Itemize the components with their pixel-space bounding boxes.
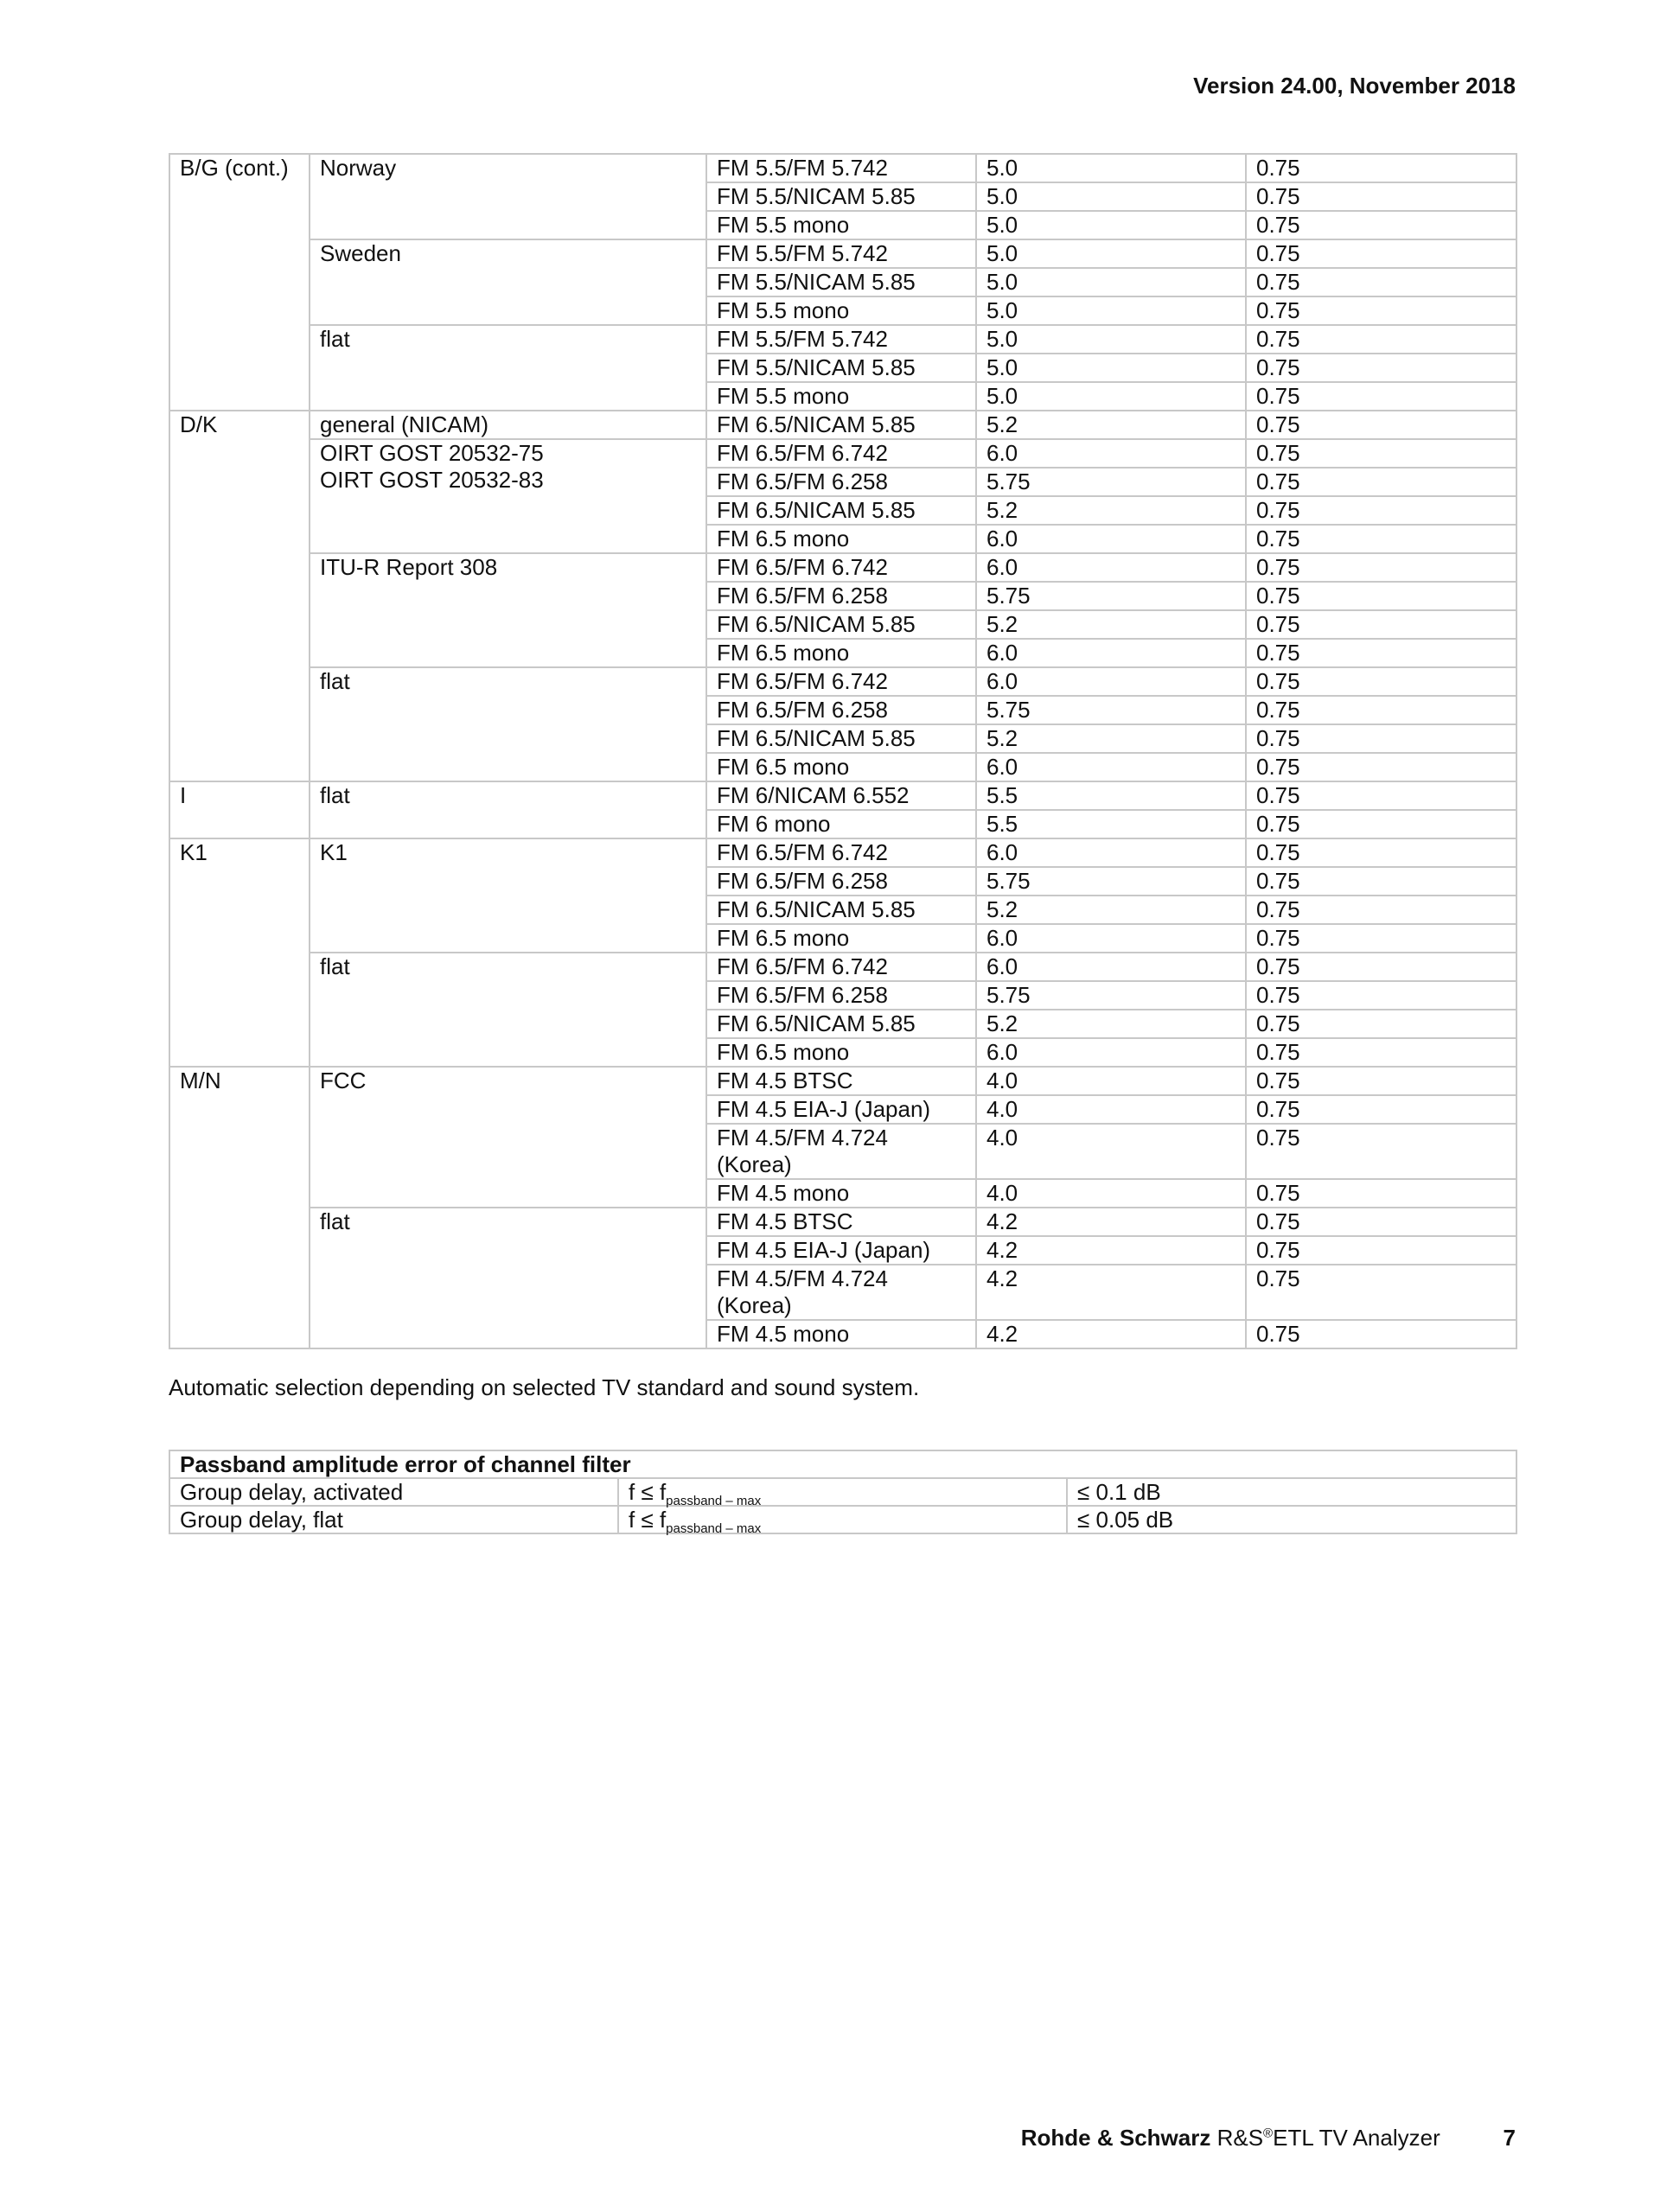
value-cell: 5.2 xyxy=(976,724,1246,753)
sound-variant-cell: ITU-R Report 308 xyxy=(310,553,706,667)
value-cell: 5.75 xyxy=(976,696,1246,724)
tv-standard-cell: D/K xyxy=(169,411,310,781)
sound-variant-cell: flat xyxy=(310,667,706,781)
sound-system-cell: FM 6.5 mono xyxy=(706,924,976,953)
value-cell: 5.0 xyxy=(976,296,1246,325)
sound-variant-cell: flat xyxy=(310,325,706,411)
value-cell: 4.2 xyxy=(976,1236,1246,1265)
sound-variant-cell: flat xyxy=(310,1208,706,1348)
sound-system-cell: FM 6.5/FM 6.742 xyxy=(706,439,976,468)
sound-system-cell: FM 5.5/FM 5.742 xyxy=(706,154,976,182)
value-cell: 0.75 xyxy=(1246,1067,1516,1095)
value-cell: 0.75 xyxy=(1246,582,1516,610)
value-cell: 0.75 xyxy=(1246,496,1516,525)
sound-system-cell: FM 5.5/NICAM 5.85 xyxy=(706,268,976,296)
value-cell: 5.75 xyxy=(976,582,1246,610)
value-cell: 5.75 xyxy=(976,867,1246,896)
value-cell: 0.75 xyxy=(1246,610,1516,639)
sound-system-cell: FM 6.5/NICAM 5.85 xyxy=(706,1010,976,1038)
passband-header-row xyxy=(169,1450,1516,1478)
value-cell: 4.0 xyxy=(976,1179,1246,1208)
sound-system-cell: FM 5.5 mono xyxy=(706,382,976,411)
table-row xyxy=(169,781,1516,810)
value-cell: 0.75 xyxy=(1246,239,1516,268)
table-row xyxy=(169,325,1516,354)
value-cell: 5.0 xyxy=(976,182,1246,211)
sound-system-cell: FM 4.5 EIA-J (Japan) xyxy=(706,1095,976,1124)
table-row xyxy=(169,838,1516,867)
value-cell: 0.75 xyxy=(1246,724,1516,753)
table-row xyxy=(169,1506,1516,1533)
table-row xyxy=(169,667,1516,696)
value-cell: 0.75 xyxy=(1246,639,1516,667)
value-cell: 6.0 xyxy=(976,924,1246,953)
value-cell: 5.75 xyxy=(976,468,1246,496)
sound-system-cell: FM 6.5 mono xyxy=(706,1038,976,1067)
sound-system-cell: FM 6.5/FM 6.742 xyxy=(706,953,976,981)
sound-system-cell: FM 4.5 EIA-J (Japan) xyxy=(706,1236,976,1265)
passband-title: Passband amplitude error of channel filter xyxy=(169,1450,1516,1478)
value-cell: 0.75 xyxy=(1246,439,1516,468)
value-cell: 4.2 xyxy=(976,1208,1246,1236)
passband-table xyxy=(169,1450,1517,1534)
sound-variant-cell: flat xyxy=(310,781,706,838)
sound-system-cell: FM 6.5/NICAM 5.85 xyxy=(706,896,976,924)
value-cell: 0.75 xyxy=(1246,468,1516,496)
tv-standard-cell: M/N xyxy=(169,1067,310,1348)
value-cell: 5.2 xyxy=(976,610,1246,639)
sound-system-cell: FM 6.5/FM 6.742 xyxy=(706,667,976,696)
value-cell: 0.75 xyxy=(1246,696,1516,724)
tv-standard-cell: B/G (cont.) xyxy=(169,154,310,411)
table-row xyxy=(169,439,1516,468)
value-cell: 6.0 xyxy=(976,525,1246,553)
value-cell: 0.75 xyxy=(1246,211,1516,239)
page-footer xyxy=(0,2125,1516,2151)
value-cell: 0.75 xyxy=(1246,553,1516,582)
value-cell: 6.0 xyxy=(976,953,1246,981)
value-cell: 5.5 xyxy=(976,810,1246,838)
row-label: Group delay, activated xyxy=(169,1478,618,1506)
value-cell: 5.0 xyxy=(976,154,1246,182)
value-cell: 5.75 xyxy=(976,981,1246,1010)
footer-product: R&S®ETL TV Analyzer xyxy=(1216,2125,1440,2151)
sound-system-cell: FM 6.5/NICAM 5.85 xyxy=(706,610,976,639)
sound-system-cell: FM 6.5/FM 6.258 xyxy=(706,867,976,896)
table-row xyxy=(169,239,1516,268)
footer-company: Rohde & Schwarz xyxy=(1020,2125,1211,2151)
value-cell: 4.0 xyxy=(976,1124,1246,1179)
sound-system-cell: FM 6.5/FM 6.258 xyxy=(706,468,976,496)
value-cell: 5.0 xyxy=(976,239,1246,268)
row-condition: $f \le f_{passband - max}$ xyxy=(618,1506,1067,1533)
sound-variant-cell: K1 xyxy=(310,838,706,953)
page-content xyxy=(169,153,1516,1534)
table-row xyxy=(169,953,1516,981)
value-cell: 0.75 xyxy=(1246,1038,1516,1067)
value-cell: 0.75 xyxy=(1246,924,1516,953)
value-cell: 0.75 xyxy=(1246,981,1516,1010)
sound-system-cell: FM 6.5/FM 6.742 xyxy=(706,838,976,867)
value-cell: 0.75 xyxy=(1246,896,1516,924)
value-cell: 0.75 xyxy=(1246,781,1516,810)
value-cell: 0.75 xyxy=(1246,411,1516,439)
value-cell: 5.0 xyxy=(976,382,1246,411)
value-cell: 0.75 xyxy=(1246,1179,1516,1208)
value-cell: 4.0 xyxy=(976,1067,1246,1095)
sound-variant-cell: Sweden xyxy=(310,239,706,325)
value-cell: 5.0 xyxy=(976,325,1246,354)
value-cell: 0.75 xyxy=(1246,354,1516,382)
value-cell: 0.75 xyxy=(1246,753,1516,781)
sound-system-table xyxy=(169,153,1517,1349)
sound-system-cell: FM 5.5/NICAM 5.85 xyxy=(706,354,976,382)
sound-system-cell: FM 4.5/FM 4.724 (Korea) xyxy=(706,1124,976,1179)
row-condition: $f \le f_{passband - max}$ xyxy=(618,1478,1067,1506)
sound-system-cell: FM 6/NICAM 6.552 xyxy=(706,781,976,810)
sound-system-cell: FM 5.5 mono xyxy=(706,296,976,325)
table-row xyxy=(169,1067,1516,1095)
sound-system-cell: FM 6.5 mono xyxy=(706,525,976,553)
sound-system-cell: FM 4.5 BTSC xyxy=(706,1208,976,1236)
row-value: ≤ 0.05 dB xyxy=(1067,1506,1516,1533)
value-cell: 4.0 xyxy=(976,1095,1246,1124)
value-cell: 0.75 xyxy=(1246,867,1516,896)
table-row xyxy=(169,1208,1516,1236)
sound-variant-cell: flat xyxy=(310,953,706,1067)
sound-system-cell: FM 4.5 mono xyxy=(706,1320,976,1348)
value-cell: 0.75 xyxy=(1246,268,1516,296)
value-cell: 4.2 xyxy=(976,1265,1246,1320)
value-cell: 4.2 xyxy=(976,1320,1246,1348)
value-cell: 6.0 xyxy=(976,1038,1246,1067)
value-cell: 0.75 xyxy=(1246,1236,1516,1265)
value-cell: 5.0 xyxy=(976,268,1246,296)
row-value: ≤ 0.1 dB xyxy=(1067,1478,1516,1506)
sound-system-cell: FM 6.5/FM 6.258 xyxy=(706,582,976,610)
sound-variant-cell: FCC xyxy=(310,1067,706,1208)
sound-system-cell: FM 5.5 mono xyxy=(706,211,976,239)
value-cell: 6.0 xyxy=(976,439,1246,468)
value-cell: 0.75 xyxy=(1246,1095,1516,1124)
sound-system-cell: FM 4.5 BTSC xyxy=(706,1067,976,1095)
value-cell: 0.75 xyxy=(1246,1265,1516,1320)
row-label: Group delay, flat xyxy=(169,1506,618,1533)
sound-system-cell: FM 5.5/NICAM 5.85 xyxy=(706,182,976,211)
table-row xyxy=(169,1478,1516,1506)
value-cell: 5.5 xyxy=(976,781,1246,810)
value-cell: 0.75 xyxy=(1246,154,1516,182)
value-cell: 0.75 xyxy=(1246,182,1516,211)
value-cell: 0.75 xyxy=(1246,1124,1516,1179)
sound-variant-cell: Norway xyxy=(310,154,706,239)
value-cell: 0.75 xyxy=(1246,296,1516,325)
value-cell: 0.75 xyxy=(1246,382,1516,411)
value-cell: 5.2 xyxy=(976,411,1246,439)
sound-system-cell: FM 5.5/FM 5.742 xyxy=(706,325,976,354)
value-cell: 0.75 xyxy=(1246,1208,1516,1236)
value-cell: 0.75 xyxy=(1246,1010,1516,1038)
value-cell: 6.0 xyxy=(976,667,1246,696)
sound-system-cell: FM 5.5/FM 5.742 xyxy=(706,239,976,268)
value-cell: 0.75 xyxy=(1246,325,1516,354)
tv-standard-cell: I xyxy=(169,781,310,838)
value-cell: 5.2 xyxy=(976,496,1246,525)
value-cell: 5.2 xyxy=(976,896,1246,924)
value-cell: 6.0 xyxy=(976,838,1246,867)
value-cell: 6.0 xyxy=(976,753,1246,781)
sound-system-cell: FM 4.5 mono xyxy=(706,1179,976,1208)
value-cell: 0.75 xyxy=(1246,810,1516,838)
table-row xyxy=(169,411,1516,439)
page-number: 7 xyxy=(1503,2125,1516,2151)
table-row xyxy=(169,154,1516,182)
sound-system-cell: FM 6.5 mono xyxy=(706,639,976,667)
sound-system-cell: FM 6.5/FM 6.258 xyxy=(706,981,976,1010)
sound-system-cell: FM 6.5 mono xyxy=(706,753,976,781)
value-cell: 6.0 xyxy=(976,553,1246,582)
value-cell: 0.75 xyxy=(1246,667,1516,696)
value-cell: 0.75 xyxy=(1246,525,1516,553)
value-cell: 6.0 xyxy=(976,639,1246,667)
sound-system-cell: FM 6.5/FM 6.742 xyxy=(706,553,976,582)
value-cell: 0.75 xyxy=(1246,953,1516,981)
sound-system-cell: FM 6 mono xyxy=(706,810,976,838)
sound-system-cell: FM 6.5/NICAM 5.85 xyxy=(706,724,976,753)
sound-system-cell: FM 4.5/FM 4.724 (Korea) xyxy=(706,1265,976,1320)
sound-system-cell: FM 6.5/NICAM 5.85 xyxy=(706,496,976,525)
tv-standard-cell: K1 xyxy=(169,838,310,1067)
sound-system-cell: FM 6.5/FM 6.258 xyxy=(706,696,976,724)
sound-variant-cell: OIRT GOST 20532-75 OIRT GOST 20532-83 xyxy=(310,439,706,553)
value-cell: 0.75 xyxy=(1246,1320,1516,1348)
sound-system-cell: FM 6.5/NICAM 5.85 xyxy=(706,411,976,439)
version-header: Version 24.00, November 2018 xyxy=(1193,73,1516,99)
value-cell: 5.2 xyxy=(976,1010,1246,1038)
table-row xyxy=(169,553,1516,582)
value-cell: 5.0 xyxy=(976,211,1246,239)
note-text: Automatic selection depending on selected TV standard and sound system. xyxy=(169,1374,920,1400)
value-cell: 5.0 xyxy=(976,354,1246,382)
value-cell: 0.75 xyxy=(1246,838,1516,867)
sound-variant-cell: general (NICAM) xyxy=(310,411,706,439)
